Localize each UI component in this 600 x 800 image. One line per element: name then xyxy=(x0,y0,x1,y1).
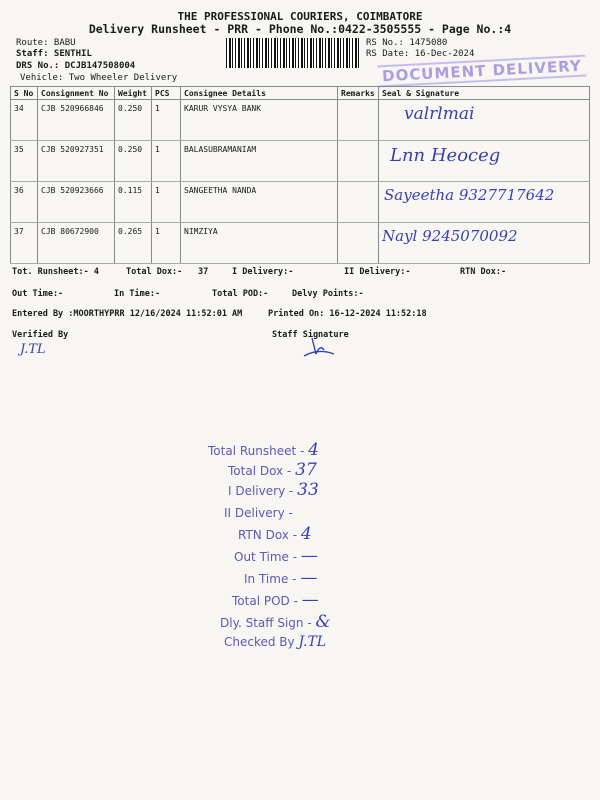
cell-consignee: SANGEETHA NANDA xyxy=(181,182,338,223)
in-time: In Time:- xyxy=(114,289,161,299)
total-pod: Total POD:- xyxy=(212,289,269,299)
cell-signature xyxy=(379,141,590,182)
col-remarks: Remarks xyxy=(338,87,379,100)
cell-pcs: 1 xyxy=(152,223,181,264)
summary-value: — xyxy=(300,546,318,566)
verified-initials: J.TL xyxy=(20,342,46,357)
cell-remarks xyxy=(338,141,379,182)
signature-handwriting: Lnn Heoceg xyxy=(390,145,501,166)
cell-sno: 35 xyxy=(11,141,38,182)
cell-weight: 0.250 xyxy=(115,141,152,182)
col-signature: Seal & Signature xyxy=(379,87,590,100)
summary-row xyxy=(220,612,331,632)
summary-value: 4 xyxy=(308,440,319,460)
cell-signature xyxy=(379,100,590,141)
stamp-summary xyxy=(200,440,440,660)
drs-number: DRS No.: DCJB147508004 xyxy=(16,61,136,71)
signature-handwriting: Nayl 9245070092 xyxy=(382,227,518,245)
cell-pcs: 1 xyxy=(152,100,181,141)
summary-value: 33 xyxy=(297,480,319,500)
barcode xyxy=(226,38,360,68)
summary-value: J.TL xyxy=(298,634,327,650)
summary-row xyxy=(224,502,293,522)
rtn-dox: RTN Dox:- xyxy=(460,267,507,277)
summary-value: 4 xyxy=(300,524,312,544)
cell-weight: 0.265 xyxy=(115,223,152,264)
col-consignment: Consignment No xyxy=(38,87,115,100)
runsheet-title: Delivery Runsheet - PRR - Phone No.:0422-3505555 - Page No.:4 xyxy=(88,22,512,36)
summary-row xyxy=(232,590,319,610)
ii-delivery: II Delivery:- xyxy=(344,267,411,277)
summary-row xyxy=(244,568,317,588)
table-row xyxy=(11,182,590,223)
vehicle: Vehicle: Two Wheeler Delivery xyxy=(20,73,178,83)
cell-pcs: 1 xyxy=(152,141,181,182)
cell-consignment: CJB 520966846 xyxy=(38,100,115,141)
cell-consignment: CJB 520927351 xyxy=(38,141,115,182)
delivery-table xyxy=(10,86,590,264)
summary-value: — xyxy=(300,568,318,588)
document-delivery-stamp: DOCUMENT DELIVERY xyxy=(378,55,587,88)
summary-label: In Time - xyxy=(244,572,297,586)
summary-row xyxy=(234,546,318,566)
col-sno: S No xyxy=(11,87,38,100)
cell-remarks xyxy=(338,100,379,141)
delvy-points: Delvy Points:- xyxy=(292,289,364,299)
table-row xyxy=(11,223,590,264)
tot-runsheet: Tot. Runsheet:- 4 xyxy=(12,267,99,277)
col-pcs: PCS xyxy=(152,87,181,100)
summary-label: II Delivery - xyxy=(224,506,293,520)
cell-consignment: CJB 520923666 xyxy=(38,182,115,223)
cell-consignee: NIMZIYA xyxy=(181,223,338,264)
summary-value: & xyxy=(315,612,331,632)
cell-signature xyxy=(379,182,590,223)
total-dox-value: 37 xyxy=(198,267,209,277)
staff-signature-scribble xyxy=(298,336,346,360)
cell-remarks xyxy=(338,223,379,264)
staff: Staff: SENTHIL xyxy=(16,49,92,59)
summary-label: Checked By xyxy=(224,635,295,649)
company-title: THE PROFESSIONAL COURIERS, COIMBATORE xyxy=(177,10,423,23)
cell-signature xyxy=(379,223,590,264)
summary-value: 37 xyxy=(295,460,317,480)
summary-value: — xyxy=(301,590,319,610)
entered-by: Entered By :MOORTHYPRR 12/16/2024 11:52:01 AM xyxy=(12,309,243,319)
verified-by: Verified By xyxy=(12,330,69,340)
cell-consignment: CJB 80672900 xyxy=(38,223,115,264)
cell-sno: 36 xyxy=(11,182,38,223)
rs-number: RS No.: 1475080 xyxy=(366,38,448,48)
signature-handwriting: valrlmai xyxy=(404,104,475,124)
summary-label: RTN Dox - xyxy=(238,528,298,542)
table-row xyxy=(11,100,590,141)
out-time: Out Time:- xyxy=(12,289,64,299)
cell-weight: 0.115 xyxy=(115,182,152,223)
table-row xyxy=(11,141,590,182)
cell-sno: 37 xyxy=(11,223,38,264)
cell-weight: 0.250 xyxy=(115,100,152,141)
summary-label: Out Time - xyxy=(234,550,298,564)
summary-row xyxy=(228,480,319,500)
summary-label: Total Runsheet - xyxy=(208,444,305,458)
summary-label: I Delivery - xyxy=(228,484,294,498)
summary-row xyxy=(228,460,317,480)
signature-handwriting: Sayeetha 9327717642 xyxy=(384,186,555,204)
summary-row xyxy=(208,440,319,460)
summary-label: Dly. Staff Sign - xyxy=(220,616,312,630)
cell-remarks xyxy=(338,182,379,223)
cell-pcs: 1 xyxy=(152,182,181,223)
cell-consignee: KARUR VYSYA BANK xyxy=(181,100,338,141)
i-delivery: I Delivery:- xyxy=(232,267,294,277)
cell-sno: 34 xyxy=(11,100,38,141)
route: Route: BABU xyxy=(16,38,76,48)
total-dox-label: Total Dox:- xyxy=(126,267,183,277)
rs-date: RS Date: 16-Dec-2024 xyxy=(366,49,475,59)
staff-signature-label: Staff Signature xyxy=(272,330,349,340)
cell-consignee: BALASUBRAMANIAM xyxy=(181,141,338,182)
summary-row xyxy=(224,634,326,650)
summary-label: Total Dox - xyxy=(228,464,292,478)
table-header-row xyxy=(11,87,590,100)
printed-on: Printed On: 16-12-2024 11:52:18 xyxy=(268,309,427,319)
col-weight: Weight xyxy=(115,87,152,100)
col-consignee: Consignee Details xyxy=(181,87,338,100)
summary-row xyxy=(238,524,312,544)
summary-label: Total POD - xyxy=(232,594,298,608)
